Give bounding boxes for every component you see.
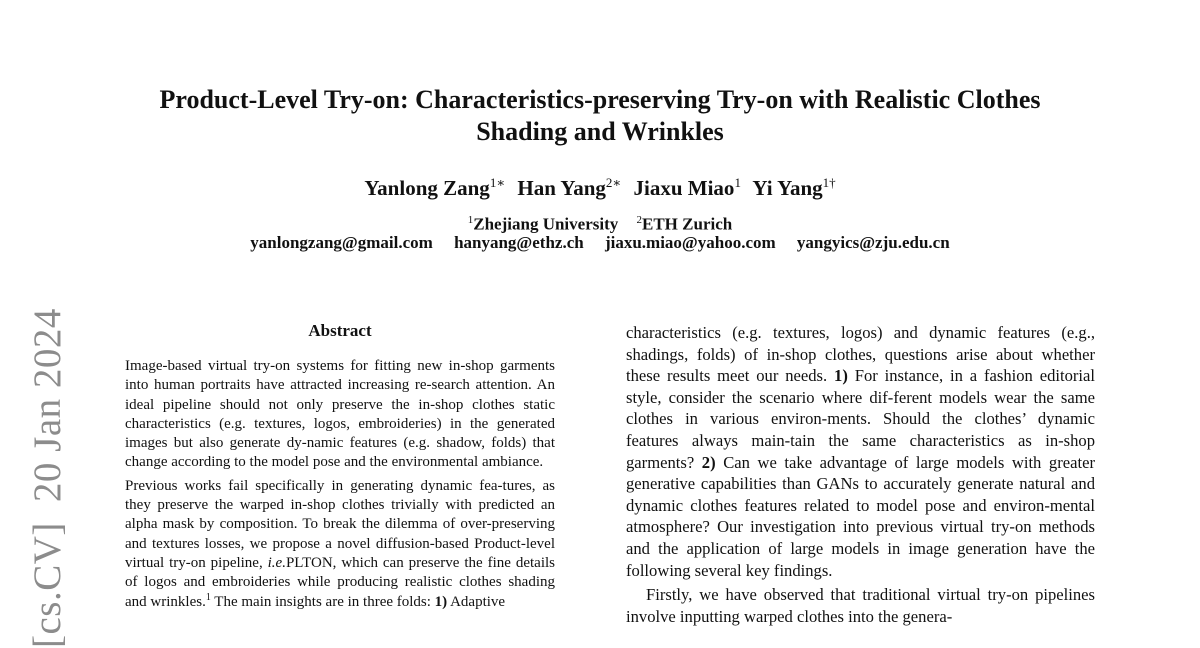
- affiliation-name: ETH Zurich: [642, 214, 733, 234]
- affiliation-name: Zhejiang University: [473, 214, 619, 234]
- arxiv-date: 20 Jan 2024: [26, 308, 69, 503]
- author-name: Han Yang: [517, 176, 606, 200]
- title-line-2: Shading and Wrinkles: [476, 117, 724, 146]
- author-affiliation-mark: 1†: [822, 175, 836, 190]
- body-paragraph: Firstly, we have observed that traditional virtual try-on pipelines involve inputting warped clothes into the genera-: [626, 585, 1095, 626]
- author-affiliation-mark: 1∗: [489, 175, 506, 190]
- abstract-paragraph: Image-based virtual try-on systems for fitting new in-shop garments into human portraits have attracted increasing re-search attention. An ideal pipeline should not only preserve the in-shop clothes static characteristics (e.g. textures, logos, embroideries) in the generated images but also generate dy-namic features (e.g. shadow, folds) that change according to the model pose and the environmental ambiance.: [125, 358, 555, 471]
- arxiv-category: [cs.CV]: [26, 522, 69, 648]
- abstract-text: Previous works fail specifically in generating dynamic fea-tures, as they preserve the warped in-shop clothes trivially with predicted an alpha mask by composition. To break the dilemma of over-preserving and textures losses, we propose a novel diffusion-based Product-level virtual try-on pipeline,: [125, 477, 555, 571]
- left-column: [125, 357, 555, 612]
- author-emails: [0, 232, 1200, 254]
- body-bold-text: 2): [701, 452, 716, 472]
- body-bold-text: 1): [834, 366, 848, 386]
- paper-title: [0, 84, 1200, 148]
- author-name: Jiaxu Miao: [633, 176, 735, 200]
- email: yangyics@zju.edu.cn: [796, 233, 950, 252]
- right-column: [626, 322, 1095, 627]
- abstract-paragraph: [125, 477, 555, 612]
- author-name: Yanlong Zang: [364, 176, 490, 200]
- footnote-mark: 1: [205, 591, 211, 603]
- affiliation-mark: 2: [636, 214, 642, 226]
- email: jiaxu.miao@yahoo.com: [604, 233, 776, 252]
- email: hanyang@ethz.ch: [454, 233, 584, 252]
- title-line-1: Product-Level Try-on: Characteristics-preserving Try-on with Realistic Clothes: [159, 85, 1041, 114]
- author-affiliation-mark: 1: [734, 175, 741, 190]
- abstract-text: Adaptive: [447, 593, 506, 610]
- abstract-text: The main insights are in three folds:: [210, 593, 435, 610]
- body-paragraph: [626, 322, 1095, 581]
- abstract-text: PLTON, which can preserve the fine details of logos and embroideries while producing realistic clothes shading and wrinkles.: [125, 554, 555, 610]
- body-text: Can we take advantage of large models with greater generative capabilities than GANs to accurately generate natural and dynamic clothes features related to model pose and environ-mental atmosphere? Our investigation into previous virtual try-on methods and the application of large models in image generation have the following several key findings.: [626, 452, 1095, 580]
- author-affiliation-mark: 2∗: [605, 175, 622, 190]
- affiliation-mark: 1: [467, 214, 474, 226]
- body-text: For instance, in a fashion editorial style, consider the scenario where dif-ferent models wear the same clothes in various environ-ments. Should the clothes’ dynamic features always main-tain the same characteristics as in-shop garments?: [626, 366, 1095, 472]
- email: yanlongzang@gmail.com: [250, 233, 433, 252]
- arxiv-side-stamp: [26, 308, 70, 648]
- abstract-heading: Abstract: [308, 321, 372, 340]
- author-name: Yi Yang: [752, 176, 823, 200]
- abstract-italic-text: i.e.: [267, 554, 286, 571]
- author-list: [0, 175, 1200, 201]
- body-text: characteristics (e.g. textures, logos) and dynamic features (e.g., shadings, folds) of in-shop clothes, questions arise about whether these results meet our needs.: [626, 323, 1095, 386]
- abstract-bold-text: 1): [434, 593, 448, 610]
